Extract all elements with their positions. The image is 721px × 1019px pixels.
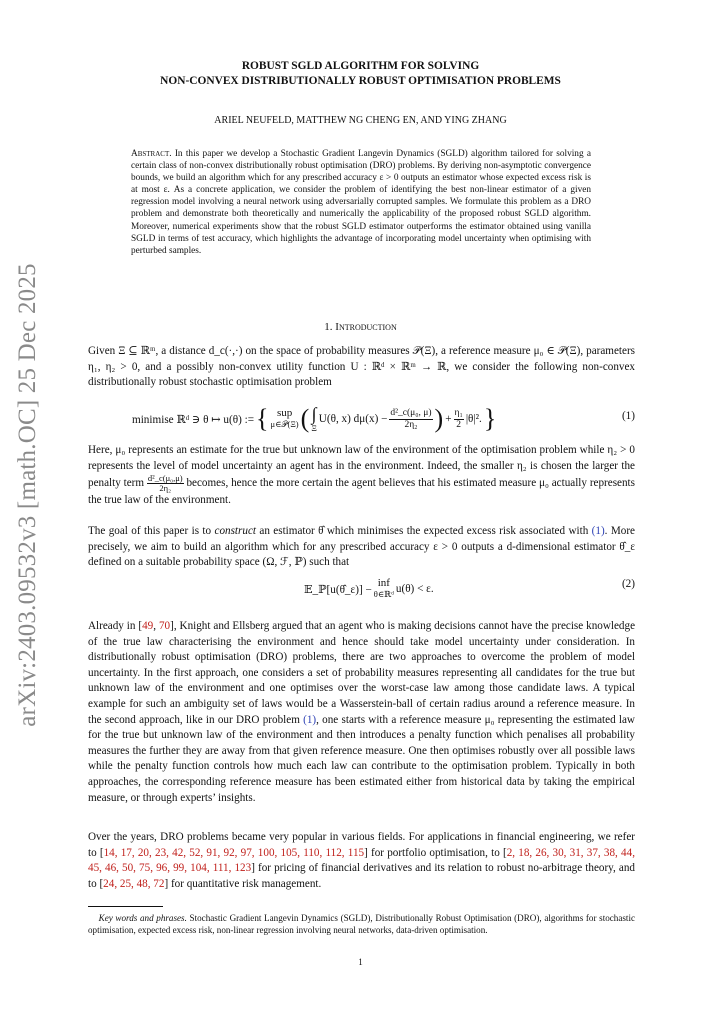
eq1-lhs: minimise ℝᵈ ∋ θ ↦ u(θ) :=: [132, 413, 255, 426]
para4-text-c: , one starts with a reference measure μ₀ representing the estimated law for the true but unknown law of the environment and then introduces a penalty function which penalises all probability measures the further they are away from that given reference measure. One then optimises robustly over all possible laws while the penalty function controls how much each law can contribute to the optimisation problem. Typically in both approaches, the corresponding reference measure has been estimated either from historical data by taking the empirical measure, or through experts’ insights.: [88, 713, 635, 804]
eq1-sup-operator: sup: [276, 407, 293, 419]
eq1-penalty-denominator: 2η₂: [404, 419, 418, 430]
para4-text-b: ], Knight and Ellsberg argued that an agent who is making decisions cannot have the precise knowledge of the true law characterising the environment and hence should take model uncertainty under consideration. In distributionally robust optimisation (DRO) problems, there are two approaches to overcome the problem of model uncertainty. In the first approach, one considers a set of probability measures representing all candidates for the true but unknown law of the environment and one optimises over the worst-case law among those candidate laws. A typical example for such an ambiguity set of laws would be a Wasserstein-ball of certain radius around a reference measure. In the second approach, like in our DRO problem: [88, 620, 636, 726]
arxiv-watermark: [8, 263, 48, 727]
para3-emphasis: construct: [214, 525, 256, 537]
equation-2: [88, 578, 635, 606]
eq1-left-paren: (: [300, 404, 310, 433]
eq1-sup-subscript: μ∈𝒫(Ξ): [270, 419, 299, 429]
title-line-2: NON-CONVEX DISTRIBUTIONALLY ROBUST OPTIMISATION PROBLEMS: [160, 75, 561, 87]
eq1-reg-denominator: 2: [456, 419, 462, 430]
intro-paragraph-4: [88, 619, 635, 806]
eq1-plus: +: [445, 413, 452, 425]
eq1-tail: |θ|².: [465, 413, 482, 425]
paper-title: [0, 59, 721, 89]
abstract-text: In this paper we develop a Stochastic Gradient Langevin Dynamics (SGLD) algorithm tailored for solving a certain class of non-convex distributionally robust optimisation (DRO) problems. By deriving non-asymptotic convergence bounds, we build an algorithm which for any prescribed accuracy ε > 0 outputs an estimator whose expected excess risk is at most ε. As a concrete application, we consider the problem of identifying the best non-linear estimator of a given regression model involving a neural network using adversarially corrupted samples. We formulate this problem as a DRO problem and demonstrate both theoretically and numerically the applicability of the proposed robust SGLD algorithm. Moreover, numerical experiments show that the robust SGLD estimator outperforms the estimator obtained using vanilla SGLD in terms of test accuracy, which highlights the advantage of incorporating model uncertainty when optimising with perturbed samples.: [131, 149, 592, 256]
intro-paragraph-3: [88, 524, 635, 571]
footnote-rule: [88, 906, 163, 907]
eq1-regularisation-fraction: [454, 408, 464, 431]
eq1-penalty-numerator: d²_c(μ₀, μ): [390, 407, 432, 418]
eq1-left-brace: {: [256, 404, 269, 433]
footnote-label: Key words and phrases.: [98, 913, 187, 923]
eq2-inf-subscript: θ∈ℝᵈ: [373, 589, 394, 599]
eq1-integrand: U(θ, x) dμ(x) −: [318, 413, 388, 425]
para2-text-b: becomes, hence the more certain the agent believes that his estimated measure μ₀ actually represents the true law of the environment.: [88, 477, 635, 507]
para2-text-a: Here, μ₀ represents an estimate for the true but unknown law of the environment of the optimisation problem while η₂ > 0 represents the level of model uncertainty an agent has in the environment. Indeed, the smaller η₂ is chosen the larger the penalty term: [88, 444, 635, 490]
citation-group-pricing[interactable]: 2, 18, 26, 30, 31, 37, 38, 44, 45, 46, 50, 75, 96, 99, 104, 111, 123: [88, 846, 635, 875]
eq1-sup: [271, 408, 299, 430]
para4-cite-separator: ,: [153, 620, 159, 632]
eq2-inf: [374, 578, 394, 600]
para5-text-c: ] for pricing of financial derivatives and its relation to robust no-arbitrage theory, and to [: [88, 862, 635, 890]
section-number: 1.: [324, 321, 333, 333]
citation-group-portfolio[interactable]: 14, 17, 20, 23, 42, 52, 91, 92, 97, 100, 105, 110, 112, 115: [103, 846, 365, 859]
eq2-rhs: u(θ) < ε.: [395, 583, 434, 595]
para5-text-b: ] for portfolio optimisation, to [: [364, 846, 507, 859]
citation-group-risk[interactable]: 24, 25, 48, 72: [103, 877, 165, 890]
author-list: ARIEL NEUFELD, MATTHEW NG CHENG EN, AND YING ZHANG: [214, 115, 507, 126]
footnote: [88, 912, 635, 936]
para2-fraction-numerator: d²_c(μ₀,μ): [147, 473, 183, 484]
para5-text-a: Over the years, DRO problems became very popular in various fields. For applications in financial engineering, we refer to [: [88, 831, 635, 859]
para5-text-d: ] for quantitative risk management.: [164, 877, 322, 890]
intro-paragraph-1: Given Ξ ⊆ ℝᵐ, a distance d_c(·,·) on the space of probability measures 𝒫(Ξ), a reference measure μ₀ ∈ 𝒫(Ξ), parameters η₁, η₂ > 0, and a possibly non-convex utility function U : ℝᵈ × ℝᵐ → ℝ, we consider the following non-convex distributionally robust stochastic optimisation problem: [88, 345, 635, 389]
equation-2-number: (2): [621, 578, 635, 590]
eq1-integral-domain: Ξ: [311, 422, 317, 433]
eq2-lhs: 𝔼_ℙ[u(θ̂_ε)] −: [304, 583, 372, 596]
section-title: Introduction: [335, 321, 397, 333]
title-line-1: ROBUST SGLD ALGORITHM FOR SOLVING: [241, 60, 480, 72]
equation-1-reference[interactable]: (1): [591, 525, 605, 537]
page-number: 1: [358, 957, 363, 967]
para4-text-a: Already in [: [88, 620, 143, 632]
abstract-label: Abstract.: [131, 149, 172, 159]
citation-70[interactable]: 70: [158, 620, 171, 632]
para3-text-b: an estimator θ̂ which minimises the expected excess risk associated with: [259, 525, 589, 537]
arxiv-identifier: arXiv:2403.09532v3 [math.OC] 25 Dec 2025: [14, 263, 41, 727]
equation-1-reference-2[interactable]: (1): [303, 713, 317, 726]
intro-paragraph-5: [88, 830, 635, 892]
footnote-text: Stochastic Gradient Langevin Dynamics (SGLD), Distributionally Robust Optimisation (DRO), algorithms for stochastic optimisation, expected excess risk, non-linear regression involving neural networks, data-driven optimisation.: [88, 913, 636, 935]
para3-text-c: . More precisely, we aim to build an algorithm which for any prescribed accuracy ε > 0 outputs a d-dimensional estimator θ̂_ε defined on a suitable probability space (Ω, ℱ, ℙ) such that: [88, 525, 635, 569]
citation-49[interactable]: 49: [142, 620, 154, 632]
eq1-right-brace: }: [483, 404, 497, 433]
eq1-penalty-fraction: [389, 408, 432, 431]
para2-penalty-fraction: [147, 474, 184, 493]
eq1-integral: [311, 405, 316, 434]
abstract: [131, 148, 591, 257]
eq1-right-paren: ): [434, 404, 444, 433]
para2-fraction-denominator: 2η₂: [159, 483, 172, 494]
eq1-integral-sign: ∫: [311, 403, 317, 424]
equation-1-number: (1): [621, 410, 635, 422]
intro-paragraph-2: [88, 443, 635, 509]
eq1-reg-numerator: η₁: [454, 407, 463, 418]
para3-text-a: The goal of this paper is to: [88, 525, 212, 537]
eq2-inf-operator: inf: [377, 577, 390, 589]
equation-1: [88, 402, 635, 436]
section-heading: [0, 321, 721, 333]
